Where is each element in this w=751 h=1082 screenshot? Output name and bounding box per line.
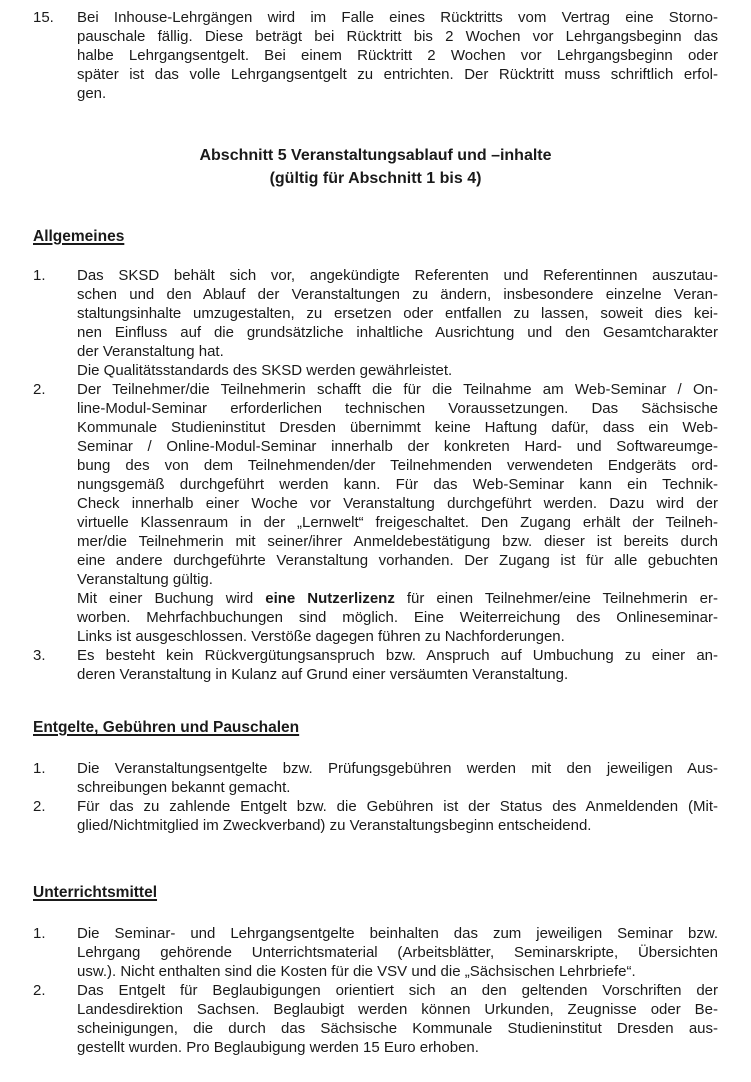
text-line [77, 361, 718, 380]
list-item [33, 924, 718, 981]
text-line [77, 797, 718, 816]
text-segment: Kommunale Studieninstitut Dresden übernimmt keine Haftung dafür, dass ein Web- [77, 419, 718, 436]
text-segment: usw.). Nicht enthalten sind die Kosten für die VSV und die „Sächsischen Lehrbriefe“. [77, 963, 636, 980]
text-segment: glied/Nichtmitglied im Zweckverband) zu Veranstaltungsbeginn entscheidend. [77, 817, 592, 834]
text-line [77, 1000, 718, 1019]
text-line [77, 1038, 718, 1057]
document-title-line2: (gültig für Abschnitt 1 bis 4) [269, 170, 482, 187]
list-item-text [77, 797, 718, 835]
list-item-number: 1. [33, 925, 46, 942]
list-item-text [77, 8, 718, 103]
section-heading: Entgelte, Gebühren und Pauschalen [33, 719, 300, 736]
list-item [33, 8, 718, 103]
text-segment: gestellt wurden. Pro Beglaubigung werden 15 Euro erhoben. [77, 1039, 479, 1056]
document-page [0, 8, 751, 1057]
list-item-number: 2. [33, 798, 46, 815]
text-segment: schreibungen bekannt gemacht. [77, 779, 291, 796]
text-segment: deren Veranstaltung in Kulanz auf Grund einer versäumten Veranstaltung. [77, 666, 569, 683]
text-segment: bung des von dem Teilnehmenden/der Teilnehmenden verwendeten Endgeräts ord- [77, 457, 718, 474]
text-segment: Die Veranstaltungsentgelte bzw. Prüfungsgebühren werden mit den jeweiligen Aus- [77, 760, 718, 777]
text-line [77, 84, 718, 103]
list-item-text [77, 266, 718, 380]
document-title [33, 144, 718, 190]
intro-list-item-slot [33, 8, 718, 103]
text-line [77, 399, 718, 418]
text-segment: der Veranstaltung hat. [77, 343, 224, 360]
text-segment: später ist das volle Lehrgangsentgelt zu entrichten. Der Rücktritt muss schriftlich erfol- [77, 66, 718, 83]
text-segment: line-Modul-Seminar erforderlichen technischen Voraussetzungen. Das Sächsische [77, 400, 718, 417]
text-line [77, 323, 718, 342]
text-line [77, 627, 718, 646]
text-line [77, 304, 718, 323]
list-item-number: 1. [33, 760, 46, 777]
section-heading: Unterrichtsmittel [33, 884, 158, 901]
text-line [77, 608, 718, 627]
text-segment: Das SKSD behält sich vor, angekündigte Referenten und Referentinnen auszutau- [77, 267, 718, 284]
text-line [77, 513, 718, 532]
text-line [77, 981, 718, 1000]
text-line [77, 27, 718, 46]
list-item-text [77, 924, 718, 981]
text-line [77, 551, 718, 570]
text-segment: Das Entgelt für Beglaubigungen orientiert sich an den geltenden Vorschriften der [77, 982, 718, 999]
list-item-number: 2. [33, 982, 46, 999]
list-item [33, 380, 718, 646]
list-item [33, 981, 718, 1057]
text-segment: mer/die Teilnehmerin mit seiner/ihrer Anmeldebestätigung bzw. dieser ist bereits durch [77, 533, 718, 550]
text-line [77, 646, 718, 665]
list-item-text [77, 759, 718, 797]
list-item-number: 1. [33, 267, 46, 284]
text-segment: schen und den Ablauf der Veranstaltungen zu ändern, insbesondere einzelne Veran- [77, 286, 718, 303]
text-segment: worben. Mehrfachbuchungen sind möglich. Eine Weiterreichung des Onlineseminar- [77, 609, 718, 626]
text-segment: virtuelle Klassenraum in der „Lernwelt“ freigeschaltet. Den Zugang erhält der Teilneh- [77, 514, 718, 531]
numbered-list [33, 924, 718, 1057]
text-line [77, 266, 718, 285]
text-segment: Für das zu zahlende Entgelt bzw. die Gebühren ist der Status des Anmeldenden (Mit- [77, 798, 718, 815]
list-item-number: 2. [33, 381, 46, 398]
text-segment: scheinigungen, die durch das Sächsische Kommunale Studieninstitut Dresden aus- [77, 1020, 718, 1037]
sections-container [33, 227, 718, 1057]
text-line [77, 532, 718, 551]
text-segment: Mit einer Buchung wird [77, 590, 266, 607]
text-segment: pauschale fällig. Diese beträgt bei Rücktritt bis 2 Wochen vor Lehrgangsbeginn das [77, 28, 718, 45]
text-line [77, 924, 718, 943]
list-item [33, 266, 718, 380]
list-item [33, 646, 718, 684]
section-heading: Allgemeines [33, 228, 125, 245]
text-line [77, 759, 718, 778]
text-line [77, 65, 718, 84]
list-item-text [77, 646, 718, 684]
text-line [77, 665, 718, 684]
text-segment: staltungsinhalte umzugestalten, zu ersetzen oder entfallen zu lassen, soweit dies kei- [77, 305, 718, 322]
list-item-text [77, 981, 718, 1057]
document-title-line1: Abschnitt 5 Veranstaltungsablauf und –inhalte [199, 147, 552, 164]
text-line [77, 778, 718, 797]
text-segment: nungsgemäß durchgeführt werden kann. Für das Web-Seminar kann ein Technik- [77, 476, 718, 493]
numbered-list [33, 759, 718, 835]
text-line [77, 589, 718, 608]
text-line [77, 816, 718, 835]
text-segment: gen. [77, 85, 107, 102]
text-segment: Die Qualitätsstandards des SKSD werden gewährleistet. [77, 362, 453, 379]
text-line [77, 1019, 718, 1038]
text-segment: Die Seminar- und Lehrgangsentgelte beinhalten das zum jeweiligen Seminar bzw. [77, 925, 718, 942]
text-line [77, 494, 718, 513]
bold-text: eine Nutzerlizenz [265, 590, 395, 607]
document-viewer [0, 8, 751, 1082]
text-line [77, 285, 718, 304]
text-line [77, 380, 718, 399]
text-segment: Veranstaltung gültig. [77, 571, 213, 588]
text-segment: nen Einfluss auf die grundsätzliche inhaltliche Ausrichtung und den Gesamtcharakter [77, 324, 718, 341]
text-segment: halbe Lehrgangsentgelt. Bei einem Rücktritt 2 Wochen vor Lehrgangsbeginn oder [77, 47, 718, 64]
text-segment: Seminar / Online-Modul-Seminar innerhalb der konkreten Hard- und Softwareumge- [77, 438, 718, 455]
text-segment: Links ist ausgeschlossen. Verstöße dagegen führen zu Nachforderungen. [77, 628, 565, 645]
numbered-list [33, 266, 718, 684]
text-line [77, 943, 718, 962]
list-item [33, 797, 718, 835]
text-line [77, 962, 718, 981]
text-line [77, 570, 718, 589]
list-item-number: 3. [33, 647, 46, 664]
list-item-number: 15. [33, 9, 54, 26]
text-segment: Landesdirektion Sachsen. Beglaubigt werden können Urkunden, Zeugnisse oder Be- [77, 1001, 718, 1018]
text-line [77, 456, 718, 475]
text-segment: eine andere durchgeführte Veranstaltung vorhanden. Der Zugang ist für alle gebuchten [77, 552, 718, 569]
text-segment: Es besteht kein Rückvergütungsanspruch bzw. Anspruch auf Umbuchung zu einer an- [77, 647, 718, 664]
text-segment: Check innerhalb einer Woche vor Veranstaltung durchgeführt werden. Dazu wird der [77, 495, 718, 512]
text-line [77, 418, 718, 437]
text-line [77, 342, 718, 361]
list-item-text [77, 380, 718, 646]
text-segment: Lehrgang gehörende Unterrichtsmaterial (Arbeitsblätter, Seminarskripte, Übersichten [77, 944, 718, 961]
text-line [77, 437, 718, 456]
text-segment: Der Teilnehmer/die Teilnehmerin schafft die für die Teilnahme am Web-Seminar / On- [77, 381, 718, 398]
list-item [33, 759, 718, 797]
text-line [77, 8, 718, 27]
text-segment: Bei Inhouse-Lehrgängen wird im Falle eines Rücktritts vom Vertrag eine Storno- [77, 9, 718, 26]
text-line [77, 475, 718, 494]
text-line [77, 46, 718, 65]
text-segment: für einen Teilnehmer/eine Teilnehmerin er- [394, 590, 718, 607]
